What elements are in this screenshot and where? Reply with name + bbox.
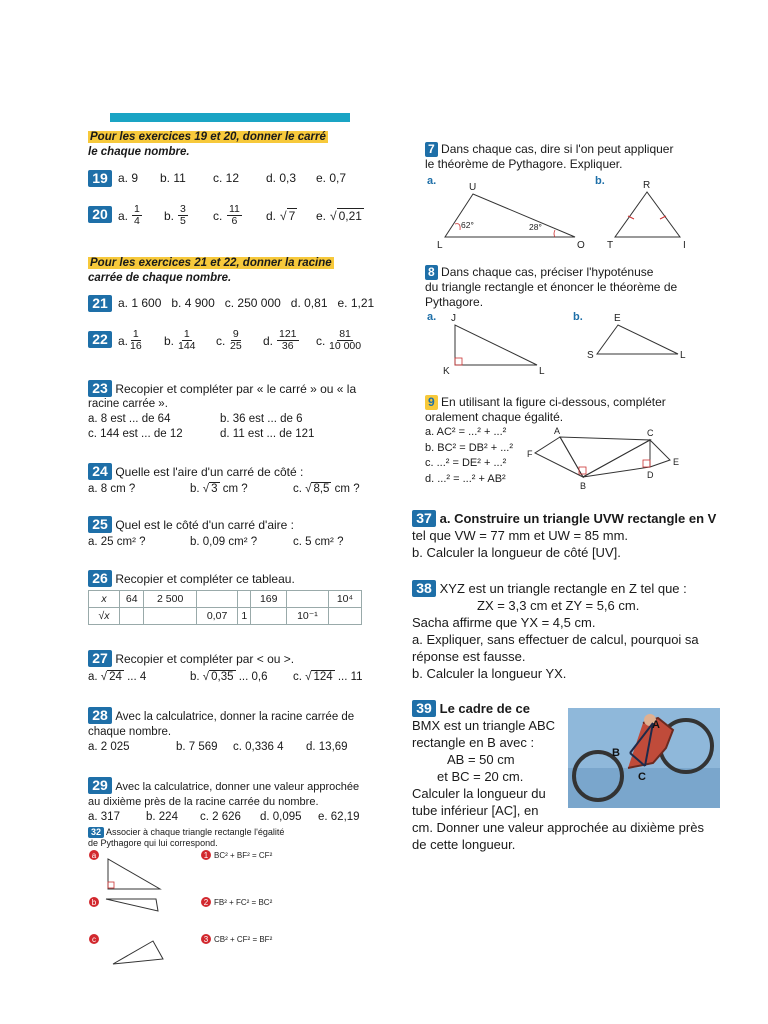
- svg-text:K: K: [443, 366, 450, 375]
- sqrt-expression: √ 7: [280, 209, 296, 223]
- triangle-b: [106, 899, 158, 911]
- triangle-esl: [597, 325, 678, 354]
- exercise-number: 37: [412, 510, 436, 527]
- line-3: b. Calculer la longueur de côté [UV].: [412, 545, 621, 560]
- exercise-20: [88, 204, 368, 230]
- line-1: XYZ est un triangle rectangle en Z tel que :: [439, 581, 687, 596]
- item-c: c. 2 626: [200, 811, 241, 823]
- line-2: ZX = 3,3 cm et ZY = 5,6 cm.: [477, 598, 640, 613]
- exercise-9: [425, 395, 695, 489]
- item-c-label: c.: [213, 209, 223, 223]
- exercise-25: [88, 516, 373, 551]
- item-a: a. √ 24 ... 4: [88, 671, 147, 683]
- triangle-rti: [615, 192, 680, 237]
- item-c: c. ...² = DE² + ...²: [425, 457, 507, 469]
- exercise-title: Avec la calculatrice, donner une valeur approchée: [115, 781, 360, 793]
- line-8: cm. Donner une valeur approchée au dixième près: [412, 820, 704, 835]
- exercise-number: 22: [88, 331, 112, 348]
- item-c: c. 12: [213, 171, 240, 185]
- svg-text:B: B: [612, 747, 620, 759]
- svg-text:B: B: [580, 481, 587, 491]
- instruction-line: Pour les exercices 19 et 20, donner le carré: [90, 131, 326, 143]
- exercise-title-line2: racine carrée ».: [88, 398, 168, 410]
- exercise-37: [412, 510, 722, 561]
- item-d-label: d.: [263, 334, 274, 348]
- line-6: b. Calculer la longueur YX.: [412, 666, 567, 681]
- exercise-title-line2: chaque nombre.: [88, 726, 172, 738]
- item-a: a. 9: [118, 171, 139, 185]
- line-7: tube inférieur [AC], en: [412, 803, 539, 818]
- svg-text:J: J: [451, 313, 456, 324]
- line-3: Sacha affirme que YX = 4,5 cm.: [412, 615, 596, 630]
- triangle-jkl: [455, 325, 537, 365]
- item-a-label: a.: [118, 209, 129, 223]
- exercise-number: 23: [88, 380, 112, 397]
- exercise-title: Quel est le côté d'un carré d'aire :: [115, 518, 295, 532]
- svg-text:A: A: [652, 719, 660, 731]
- equality-1: BC² + BF² = CF²: [214, 851, 273, 860]
- fraction: $\frac{121}{36}$: [279, 328, 297, 352]
- exercise-number: 20: [88, 206, 112, 223]
- exercise-title: Recopier et compléter ce tableau.: [115, 572, 295, 586]
- item-b: b. 36 est ... de 6: [220, 413, 303, 425]
- fraction: $\frac{3}{5}$: [180, 203, 186, 227]
- item-b-label: b.: [164, 209, 175, 223]
- exercise-number: 27: [88, 650, 112, 667]
- instruction-21-22: [88, 256, 368, 286]
- exercise-27: [88, 650, 373, 688]
- exercise-title: Recopier et compléter par « le carré » ou « la: [115, 382, 357, 396]
- item-d: d. 0,095: [260, 811, 302, 823]
- exercise-title: Dans chaque cas, dire si l'on peut appliquer: [441, 142, 674, 156]
- equality-2: FB² + FC² = BC²: [214, 898, 273, 907]
- svg-text:b.: b.: [573, 311, 583, 323]
- item-b: b. 224: [146, 811, 178, 823]
- exercise-19: [88, 170, 368, 187]
- item-b: b. 11: [160, 171, 186, 185]
- exercise-title: Dans chaque cas, préciser l'hypoténuse: [441, 265, 654, 279]
- item-c: c. 0,336 4: [233, 741, 284, 753]
- svg-text:A: A: [554, 426, 561, 436]
- geometry-figure: [525, 415, 695, 495]
- section-header-bar: [110, 113, 350, 122]
- svg-text:C: C: [647, 428, 654, 438]
- fraction: $\frac{1}{144}$: [178, 328, 196, 352]
- item-e: e. 0,7: [316, 171, 347, 185]
- instruction-line: le chaque nombre.: [88, 146, 190, 158]
- exercise-number: 39: [412, 700, 436, 717]
- triangle-a: [108, 859, 160, 889]
- triangle-c: [113, 941, 163, 964]
- eq-number-1: 1: [203, 851, 209, 860]
- exercise-title-line2: le théorème de Pythagore. Expliquer.: [425, 157, 623, 171]
- svg-text:F: F: [527, 449, 533, 459]
- exercise-23: [88, 380, 373, 442]
- eq-number-3: 3: [203, 935, 209, 944]
- svg-text:62°: 62°: [461, 220, 474, 230]
- exercise-32: [88, 827, 303, 972]
- svg-text:a.: a.: [427, 311, 437, 323]
- item-c: c. √ 8,5 cm ?: [293, 483, 360, 495]
- item-b: b. 7 569: [176, 741, 218, 753]
- table-row: √x 0,07 1 10⁻¹: [89, 608, 362, 625]
- svg-text:b.: b.: [595, 175, 605, 187]
- exercise-38: [412, 580, 722, 682]
- exercise-title: Associer à chaque triangle rectangle l'égalité: [106, 827, 285, 837]
- values-table: [88, 590, 362, 625]
- line-6: Calculer la longueur du: [412, 786, 546, 801]
- fraction: $\frac{81}{10 000}$: [329, 328, 362, 352]
- exercise-number: 8: [425, 265, 438, 280]
- exercise-title-line2: du triangle rectangle et énoncer le théorème de: [425, 280, 678, 294]
- fraction: $\frac{9}{25}$: [230, 328, 242, 352]
- exercise-26: [88, 570, 373, 625]
- svg-text:I: I: [683, 240, 686, 251]
- item-b: b. √ 3 cm ?: [190, 483, 248, 495]
- line-9: de cette longueur.: [412, 837, 516, 852]
- exercise-number: 19: [88, 170, 112, 187]
- item-d: d. 13,69: [306, 741, 348, 753]
- exercise-24: [88, 463, 373, 500]
- item-c-label: c.: [216, 334, 226, 348]
- item-d: d. ...² = ...² + AB²: [425, 472, 506, 485]
- svg-text:a.: a.: [427, 175, 437, 187]
- svg-text:O: O: [577, 240, 585, 251]
- exercise-number: 24: [88, 463, 112, 480]
- item-e-label: e.: [316, 209, 327, 223]
- line-4: a. Expliquer, sans effectuer de calcul, pourquoi sa: [412, 632, 699, 647]
- item-b-label: b.: [164, 334, 175, 348]
- exercise-number: 9: [425, 395, 438, 410]
- exercise-number: 28: [88, 707, 112, 724]
- item-c: c. 144 est ... de 12: [88, 428, 183, 440]
- item-c: c. √ 124 ... 11: [293, 671, 363, 683]
- svg-text:28°: 28°: [529, 222, 542, 232]
- table-row: x 64 2 500 169 10⁴: [89, 591, 362, 608]
- item-c: c. 5 cm² ?: [293, 536, 344, 548]
- item-a: a. 25 cm² ?: [88, 536, 146, 548]
- triangles-figure: [425, 310, 690, 375]
- exercise-number: 21: [88, 295, 112, 312]
- item-e-label: c.: [316, 334, 326, 348]
- item-b: b. 0,09 cm² ?: [190, 536, 258, 548]
- svg-text:T: T: [607, 240, 614, 251]
- svg-text:S: S: [587, 350, 594, 361]
- triangles-figure: [425, 172, 690, 252]
- line-5: et BC = 20 cm.: [437, 769, 524, 784]
- svg-text:C: C: [638, 771, 646, 783]
- exercise-29: [88, 777, 373, 825]
- item-d: d. 11 est ... de 121: [220, 428, 315, 440]
- fraction: $\frac{11}{6}$: [229, 203, 240, 227]
- exercise-8: [425, 265, 690, 375]
- item-b: b. BC² = DB² + ...²: [425, 441, 514, 454]
- exercise-number: 32: [88, 827, 104, 838]
- exercise-title-line2: au dixième près de la racine carrée du nombre.: [88, 796, 319, 808]
- bmx-photo: [568, 708, 720, 808]
- item-a: a. AC² = ...² + ...²: [425, 426, 507, 438]
- exercise-number: 25: [88, 516, 112, 533]
- exercise-number: 26: [88, 570, 112, 587]
- item-d: d. 0,3: [266, 171, 297, 185]
- line-2: BMX est un triangle ABC: [412, 718, 556, 733]
- exercise-title: En utilisant la figure ci-dessous, compléter: [441, 395, 666, 409]
- item-a: a. 2 025: [88, 741, 130, 753]
- exercise-title: Recopier et compléter par < ou >.: [115, 652, 295, 666]
- item-d-label: d.: [266, 209, 277, 223]
- exercise-number: 38: [412, 580, 436, 597]
- svg-text:E: E: [673, 457, 680, 467]
- exercise-28: [88, 707, 373, 755]
- triangle-ulo: [445, 194, 575, 237]
- svg-text:L: L: [680, 350, 686, 361]
- svg-text:L: L: [437, 240, 443, 251]
- sqrt-expression: √ 0,21: [330, 209, 362, 223]
- label-c: c: [92, 935, 96, 944]
- eq-number-2: 2: [203, 898, 209, 907]
- instruction-line: Pour les exercices 21 et 22, donner la racine: [90, 257, 332, 269]
- exercise-title-line2: oralement chaque égalité.: [425, 410, 564, 424]
- triangles-figure: [88, 849, 303, 974]
- exercise-21: [88, 295, 373, 312]
- line-1: a. Construire un triangle UVW rectangle en V: [439, 511, 717, 526]
- exercise-7: [425, 142, 690, 252]
- svg-text:R: R: [643, 180, 651, 191]
- instruction-line: carrée de chaque nombre.: [88, 272, 232, 284]
- item-e: e. 62,19: [318, 811, 360, 823]
- equality-3: CB² + CF² = BF²: [214, 935, 273, 944]
- exercise-22: [88, 328, 373, 356]
- line-5: réponse est fausse.: [412, 649, 526, 664]
- exercise-title-line3: Pythagore.: [425, 295, 484, 309]
- items: a. 1 600 b. 4 900 c. 250 000 d. 0,81 e. 1,21: [118, 296, 375, 310]
- instruction-19-20: [88, 130, 368, 160]
- svg-text:D: D: [647, 470, 654, 480]
- svg-text:L: L: [539, 366, 545, 375]
- svg-text:E: E: [614, 313, 621, 324]
- exercise-number: 7: [425, 142, 438, 157]
- label-b: b: [91, 898, 97, 907]
- line-3: rectangle en B avec :: [412, 735, 535, 750]
- line-4: AB = 50 cm: [447, 752, 515, 767]
- exercise-title: Avec la calculatrice, donner la racine carrée de: [115, 711, 355, 723]
- item-a: a. 8 cm ?: [88, 483, 136, 495]
- exercise-number: 29: [88, 777, 112, 794]
- fraction: $\frac{1}{4}$: [134, 203, 140, 227]
- fraction: $\frac{1}{16}$: [130, 328, 142, 352]
- label-a: a: [91, 851, 97, 860]
- line-1: Le cadre de ce: [439, 701, 530, 716]
- exercise-title-line2: de Pythagore qui lui correspond.: [88, 838, 218, 848]
- item-b: b. √ 0,35 ... 0,6: [190, 671, 268, 683]
- svg-text:U: U: [469, 182, 477, 193]
- item-a-label: a.: [118, 334, 129, 348]
- line-2: tel que VW = 77 mm et UW = 85 mm.: [412, 528, 629, 543]
- item-a: a. 8 est ... de 64: [88, 413, 171, 425]
- item-a: a. 317: [88, 811, 120, 823]
- exercise-title: Quelle est l'aire d'un carré de côté :: [115, 465, 304, 479]
